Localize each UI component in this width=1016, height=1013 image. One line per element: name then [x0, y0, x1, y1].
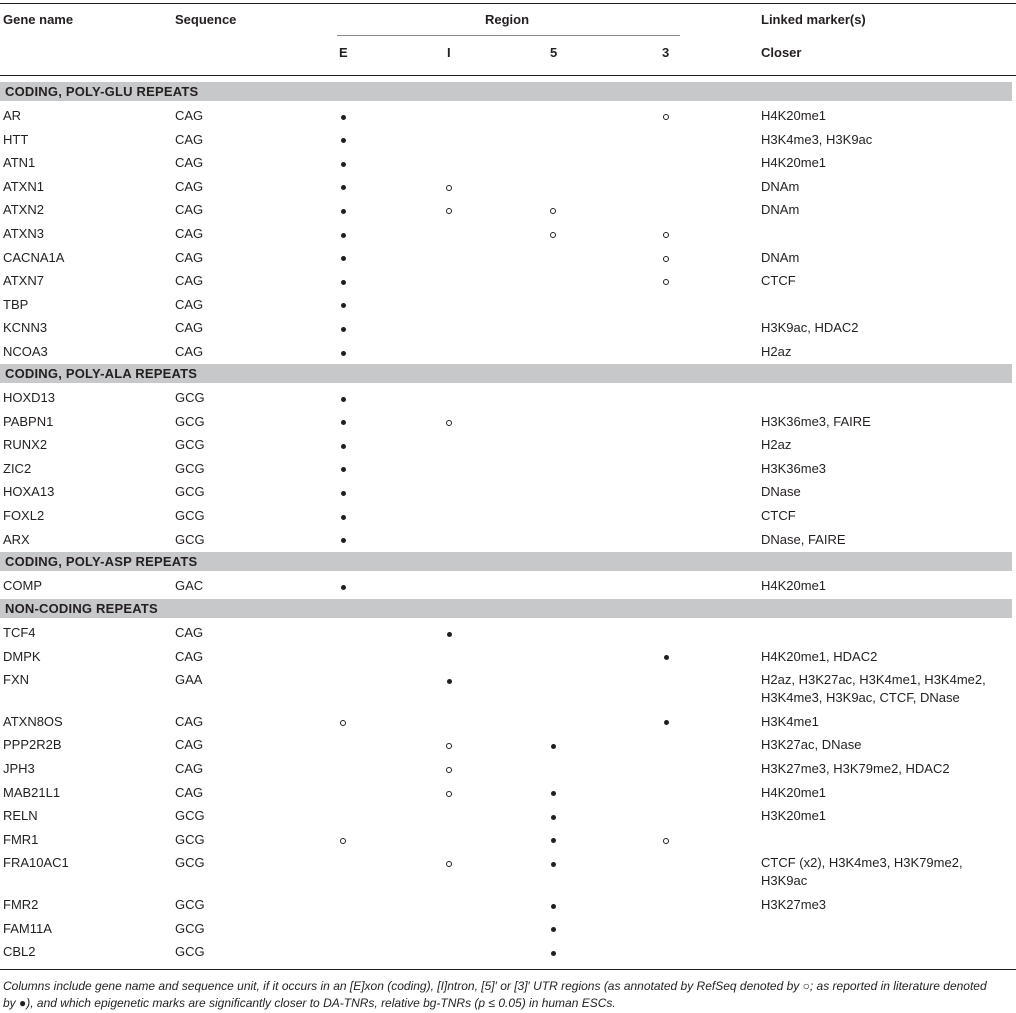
- header-gene-name: Gene name: [3, 12, 74, 27]
- gene-name-cell: MAB21L1: [3, 784, 61, 800]
- gene-name-cell: FMR2: [3, 897, 39, 912]
- refseq-annotated-marker-3: [663, 279, 669, 285]
- section-header: [0, 599, 1012, 618]
- sequence-cell: GCG: [175, 508, 205, 523]
- gene-name-cell: CBL2: [3, 944, 36, 960]
- refseq-annotated-marker-3: [663, 838, 669, 844]
- gene-name-cell: PPP2R2B: [3, 737, 62, 753]
- refseq-annotated-marker-e: [340, 720, 346, 726]
- sequence-cell: GCG: [175, 460, 205, 476]
- gene-name-cell: FAM11A: [3, 920, 52, 936]
- region-rule: [337, 35, 680, 36]
- sequence-cell: GCG: [175, 944, 205, 960]
- gene-name-cell: FXN: [3, 672, 29, 688]
- literature-reported-marker-3: [664, 720, 669, 725]
- literature-reported-marker-e: [341, 467, 346, 472]
- sequence-cell: CAG: [175, 320, 204, 336]
- header-linked-markers: Linked marker(s): [761, 12, 866, 27]
- literature-reported-marker-e: [341, 162, 346, 167]
- sequence-cell: CAG: [175, 202, 204, 218]
- sequence-cell: GAA: [175, 672, 203, 688]
- section-header: [0, 364, 1012, 383]
- linked-markers-cell: DNAm: [761, 202, 800, 218]
- literature-reported-marker-e: [341, 491, 346, 496]
- literature-reported-marker-e: [341, 209, 346, 214]
- linked-markers-cell: H3K9ac, HDAC2: [761, 320, 859, 336]
- literature-reported-marker-5: [551, 744, 556, 749]
- linked-markers-cell: H3K27me3, H3K79me2, HDAC2: [761, 761, 950, 776]
- literature-reported-marker-5: [551, 838, 556, 843]
- gene-name-cell: RELN: [3, 808, 38, 824]
- linked-markers-cell: H3K36me3, FAIRE: [761, 413, 871, 429]
- sequence-cell: GCG: [175, 855, 205, 871]
- open-circle-symbol: ○: [802, 979, 810, 993]
- literature-reported-marker-e: [341, 185, 346, 190]
- refseq-annotated-marker-i: [446, 861, 452, 867]
- linked-markers-cell: CTCF: [761, 508, 796, 523]
- literature-reported-marker-5: [551, 862, 556, 867]
- refseq-annotated-marker-3: [663, 232, 669, 238]
- gene-name-cell: ARX: [3, 531, 30, 547]
- header-col-5: 5: [550, 45, 558, 60]
- sequence-cell: GCG: [175, 531, 205, 547]
- linked-markers-cell: DNase: [761, 484, 801, 500]
- linked-markers-cell: H3K27ac, DNase: [761, 737, 862, 753]
- gene-name-cell: HOXA13: [3, 484, 55, 500]
- footnote-text-2: ; as reported in literature denoted: [809, 979, 987, 993]
- gene-name-cell: RUNX2: [3, 437, 48, 453]
- literature-reported-marker-e: [341, 303, 346, 308]
- sequence-cell: CAG: [175, 648, 204, 664]
- linked-markers-cell: H4K20me1: [761, 155, 827, 171]
- gene-name-cell: HOXD13: [3, 390, 56, 405]
- sequence-cell: CAG: [175, 226, 204, 241]
- gene-name-cell: ATXN1: [3, 178, 44, 194]
- section-title: CODING, POLY-ALA REPEATS: [5, 366, 198, 381]
- literature-reported-marker-e: [341, 515, 346, 520]
- linked-markers-cell: DNase, FAIRE: [761, 531, 846, 547]
- sequence-cell: CAG: [175, 713, 204, 729]
- sequence-cell: GCG: [175, 390, 205, 405]
- refseq-annotated-marker-5: [550, 232, 556, 238]
- refseq-annotated-marker-3: [663, 114, 669, 120]
- sequence-cell: CAG: [175, 784, 204, 800]
- footnote-text-1: Columns include gene name and sequence unit, if it occurs in an [E]xon (coding), [I]ntron, [5]′ or [3]′ UTR regions (as annotated by RefSeq denoted by: [3, 979, 803, 993]
- section-title: NON-CODING REPEATS: [5, 601, 158, 616]
- header-col-3: 3: [662, 45, 670, 60]
- sequence-cell: CAG: [175, 108, 204, 123]
- linked-markers-cell: H2az, H3K27ac, H3K4me1, H3K4me2,: [761, 672, 986, 688]
- literature-reported-marker-e: [341, 397, 346, 402]
- refseq-annotated-marker-3: [663, 256, 669, 262]
- literature-reported-marker-i: [447, 679, 452, 684]
- linked-markers-cell: H3K4me1: [761, 713, 819, 729]
- literature-reported-marker-5: [551, 927, 556, 932]
- gene-name-cell: TCF4: [3, 625, 36, 640]
- refseq-annotated-marker-e: [340, 838, 346, 844]
- table-footnote: [3, 978, 1013, 1012]
- refseq-annotated-marker-i: [446, 791, 452, 797]
- literature-reported-marker-e: [341, 327, 346, 332]
- sequence-cell: GCG: [175, 413, 205, 429]
- literature-reported-marker-e: [341, 351, 346, 356]
- gene-name-cell: JPH3: [3, 761, 35, 776]
- gene-name-cell: PABPN1: [3, 413, 54, 429]
- footnote-text-4: ), and which epigenetic marks are significantly closer to DA-TNRs, relative bg-TNRs (p ≤ 0.05) in human ESCs.: [26, 996, 616, 1010]
- header-closer: Closer: [761, 45, 802, 60]
- linked-markers-cell: H2az: [761, 437, 792, 453]
- sequence-cell: CAG: [175, 155, 204, 171]
- gene-name-cell: DMPK: [3, 648, 41, 664]
- header-col-e: E: [339, 45, 348, 60]
- literature-reported-marker-e: [341, 420, 346, 425]
- literature-reported-marker-5: [551, 904, 556, 909]
- literature-reported-marker-e: [341, 585, 346, 590]
- linked-markers-cell: H4K20me1: [761, 108, 827, 123]
- literature-reported-marker-5: [551, 791, 556, 796]
- refseq-annotated-marker-5: [550, 208, 556, 214]
- literature-reported-marker-e: [341, 256, 346, 261]
- gene-name-cell: TBP: [3, 296, 29, 312]
- section-header: [0, 552, 1012, 571]
- literature-reported-marker-e: [341, 138, 346, 143]
- footnote-text-3: by: [3, 996, 20, 1010]
- gene-name-cell: HTT: [3, 131, 29, 147]
- section-title: CODING, POLY-ASP REPEATS: [5, 554, 198, 569]
- linked-markers-cell: H3K4me3, H3K9ac: [761, 131, 873, 147]
- literature-reported-marker-e: [341, 280, 346, 285]
- sequence-cell: CAG: [175, 625, 204, 640]
- section-title: CODING, POLY-GLU REPEATS: [5, 84, 199, 99]
- sequence-cell: GCG: [175, 484, 205, 500]
- linked-markers-cell-continued: H3K4me3, H3K9ac, CTCF, DNase: [761, 690, 960, 706]
- gene-name-cell: ATXN2: [3, 202, 44, 218]
- linked-markers-cell: H3K36me3: [761, 460, 827, 476]
- gene-name-cell: NCOA3: [3, 344, 48, 359]
- literature-reported-marker-5: [551, 815, 556, 820]
- literature-reported-marker-e: [341, 233, 346, 238]
- sequence-cell: GAC: [175, 578, 204, 593]
- gene-name-cell: CACNA1A: [3, 249, 65, 265]
- gene-name-cell: FMR1: [3, 831, 39, 847]
- linked-markers-cell: H2az: [761, 344, 792, 359]
- sequence-cell: GCG: [175, 831, 205, 847]
- sequence-cell: CAG: [175, 178, 204, 194]
- gene-name-cell: ATXN3: [3, 226, 44, 241]
- header-col-i: I: [447, 45, 451, 60]
- bottom-rule: [0, 969, 1016, 970]
- linked-markers-cell: H4K20me1, HDAC2: [761, 648, 878, 664]
- sequence-cell: GCG: [175, 897, 205, 912]
- header-sequence: Sequence: [175, 12, 237, 27]
- sequence-cell: GCG: [175, 437, 205, 453]
- refseq-annotated-marker-i: [446, 185, 452, 191]
- gene-name-cell: ATN1: [3, 155, 36, 171]
- linked-markers-cell: H3K20me1: [761, 808, 827, 824]
- linked-markers-cell: CTCF: [761, 273, 796, 289]
- literature-reported-marker-e: [341, 538, 346, 543]
- literature-reported-marker-5: [551, 951, 556, 956]
- literature-reported-marker-e: [341, 444, 346, 449]
- gene-name-cell: ATXN8OS: [3, 713, 63, 729]
- gene-name-cell: ATXN7: [3, 273, 44, 289]
- linked-markers-cell-continued: H3K9ac: [761, 873, 808, 889]
- sequence-cell: CAG: [175, 131, 204, 147]
- header-region: Region: [485, 12, 530, 27]
- sequence-cell: CAG: [175, 737, 204, 753]
- linked-markers-cell: H3K27me3: [761, 897, 827, 912]
- sequence-cell: GCG: [175, 920, 205, 936]
- linked-markers-cell: DNAm: [761, 178, 800, 194]
- linked-markers-cell: CTCF (x2), H3K4me3, H3K79me2,: [761, 855, 963, 871]
- gene-name-cell: FRA10AC1: [3, 855, 69, 871]
- linked-markers-cell: H4K20me1: [761, 578, 827, 593]
- linked-markers-cell: H4K20me1: [761, 784, 827, 800]
- refseq-annotated-marker-i: [446, 743, 452, 749]
- literature-reported-marker-i: [447, 632, 452, 637]
- literature-reported-marker-3: [664, 655, 669, 660]
- gene-name-cell: AR: [3, 108, 22, 123]
- gene-name-cell: COMP: [3, 578, 42, 593]
- sequence-cell: CAG: [175, 344, 204, 359]
- literature-reported-marker-e: [341, 115, 346, 120]
- gene-name-cell: FOXL2: [3, 508, 45, 523]
- top-rule: [0, 3, 1016, 4]
- sequence-cell: GCG: [175, 808, 205, 824]
- linked-markers-cell: DNAm: [761, 249, 800, 265]
- refseq-annotated-marker-i: [446, 767, 452, 773]
- refseq-annotated-marker-i: [446, 208, 452, 214]
- header-bottom-rule: [0, 75, 1016, 76]
- sequence-cell: CAG: [175, 273, 204, 289]
- sequence-cell: CAG: [175, 296, 204, 312]
- gene-name-cell: KCNN3: [3, 320, 48, 336]
- gene-name-cell: ZIC2: [3, 460, 32, 476]
- sequence-cell: CAG: [175, 249, 204, 265]
- filled-circle-symbol: ●: [19, 996, 27, 1010]
- section-header: [0, 82, 1012, 101]
- refseq-annotated-marker-i: [446, 420, 452, 426]
- sequence-cell: CAG: [175, 761, 204, 776]
